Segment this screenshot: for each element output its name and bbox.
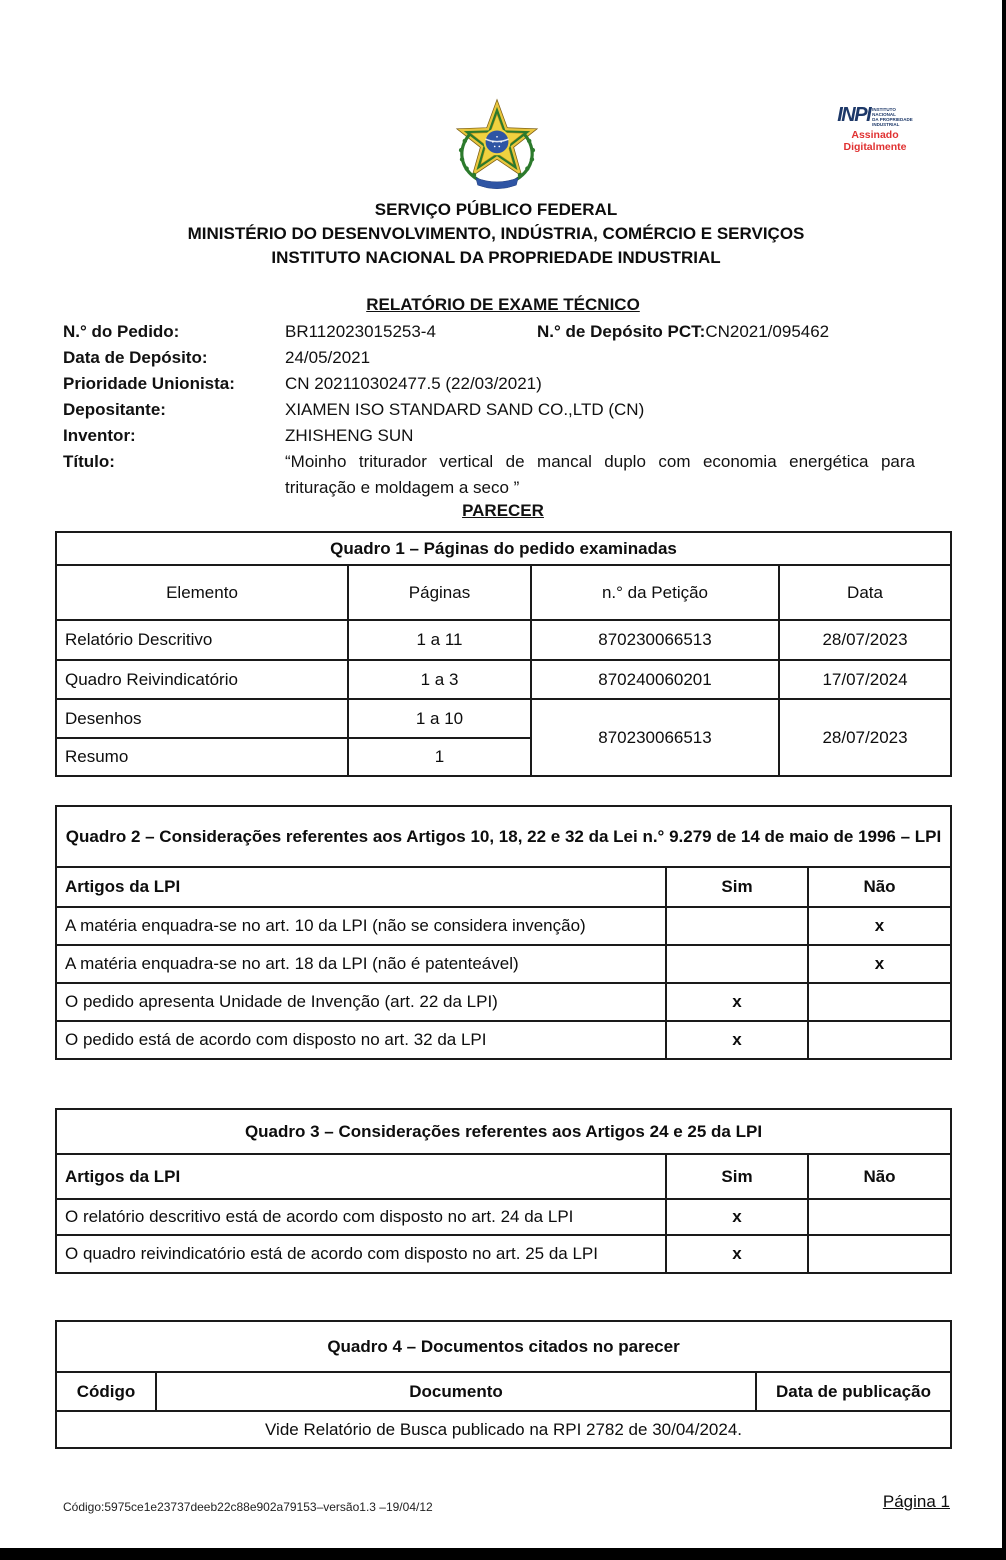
- inpi-name-line: NACIONAL: [872, 112, 896, 117]
- scan-edge-right: [1002, 0, 1006, 1560]
- table-cell: Desenhos: [56, 699, 348, 738]
- sim-mark: [666, 907, 808, 945]
- table-cell: A matéria enquadra-se no art. 10 da LPI (não se considera invenção): [56, 907, 666, 945]
- table-cell: Relatório Descritivo: [56, 620, 348, 660]
- table-row: [56, 1199, 951, 1235]
- inpi-name-line: INSTITUTO: [872, 107, 896, 112]
- org-line-instituto: INSTITUTO NACIONAL DA PROPRIEDADE INDUSTRIAL: [271, 248, 721, 267]
- quadro4-table: [55, 1320, 952, 1449]
- org-header: [0, 198, 992, 270]
- table-cell: O pedido está de acordo com disposto no art. 32 da LPI: [56, 1021, 666, 1059]
- inpi-name-line: INDUSTRIAL: [872, 122, 900, 127]
- table-cell: 28/07/2023: [779, 620, 951, 660]
- nao-mark: [808, 1021, 951, 1059]
- table-row: [56, 1411, 951, 1448]
- table-cell: A matéria enquadra-se no art. 18 da LPI (não é patenteável): [56, 945, 666, 983]
- inpi-logo-icon: INPI: [837, 104, 871, 126]
- footer-document-code: Código:5975ce1e23737deeb22c88e902a79153–versão1.3 –19/04/12: [63, 1500, 433, 1514]
- field-row-depositante: [63, 397, 943, 423]
- field-row-inventor: [63, 423, 943, 449]
- table-title: Quadro 2 – Considerações referentes aos Artigos 10, 18, 22 e 32 da Lei n.° 9.279 de 14 de maio de 1996 – LPI: [56, 806, 951, 867]
- column-header: Data de publicação: [756, 1372, 951, 1411]
- column-header: Não: [808, 1154, 951, 1199]
- table-cell: O pedido apresenta Unidade de Invenção (art. 22 da LPI): [56, 983, 666, 1021]
- sim-mark: x: [666, 1235, 808, 1273]
- field-pct: [537, 319, 829, 345]
- org-line-ministerio: MINISTÉRIO DO DESENVOLVIMENTO, INDÚSTRIA, COMÉRCIO E SERVIÇOS: [187, 224, 805, 243]
- column-header: Páginas: [348, 565, 531, 620]
- column-header: Artigos da LPI: [56, 867, 666, 907]
- column-header: Sim: [666, 867, 808, 907]
- table-cell: 1 a 10: [348, 699, 531, 738]
- table-row: [56, 1021, 951, 1059]
- table-cell: Resumo: [56, 738, 348, 776]
- field-value: 24/05/2021: [285, 348, 371, 367]
- quadro2-table: [55, 805, 952, 1060]
- signed-digitally-label: Assinado Digitalmente: [843, 129, 907, 153]
- table-cell: 870230066513: [531, 699, 779, 776]
- field-label: Data de Depósito:: [63, 348, 208, 367]
- scan-edge-bottom: [0, 1548, 1006, 1560]
- table-title: Quadro 1 – Páginas do pedido examinadas: [56, 532, 951, 565]
- brazil-coat-of-arms-icon: [451, 96, 543, 196]
- report-title: RELATÓRIO DE EXAME TÉCNICO: [366, 295, 640, 314]
- table-row: [56, 1235, 951, 1273]
- sim-mark: x: [666, 1021, 808, 1059]
- field-label: N.° de Depósito PCT:: [537, 322, 706, 341]
- nao-mark: x: [808, 907, 951, 945]
- field-row-prioridade: [63, 371, 943, 397]
- column-header: Elemento: [56, 565, 348, 620]
- field-row-titulo: [63, 449, 943, 501]
- field-label: Depositante:: [63, 400, 166, 419]
- column-header: Sim: [666, 1154, 808, 1199]
- field-value: CN2021/095462: [705, 322, 830, 341]
- field-row-data-deposito: [63, 345, 943, 371]
- field-row-pedido: [63, 319, 943, 345]
- column-header: Código: [56, 1372, 156, 1411]
- table-row: [56, 620, 951, 660]
- table-row: [56, 983, 951, 1021]
- field-value: XIAMEN ISO STANDARD SAND CO.,LTD (CN): [285, 400, 645, 419]
- field-label: Inventor:: [63, 426, 136, 445]
- column-header: Artigos da LPI: [56, 1154, 666, 1199]
- column-header: n.° da Petição: [531, 565, 779, 620]
- table-cell: 870230066513: [531, 620, 779, 660]
- table-row: [56, 699, 951, 738]
- field-value: BR112023015253-4: [285, 322, 436, 341]
- inpi-logo-name: [872, 106, 913, 127]
- quadro3-table: [55, 1108, 952, 1274]
- column-header: Documento: [156, 1372, 756, 1411]
- field-label: Prioridade Unionista:: [63, 374, 235, 393]
- bibliographic-fields: [63, 319, 943, 501]
- sim-mark: x: [666, 1199, 808, 1235]
- table-row: [56, 945, 951, 983]
- nao-mark: [808, 983, 951, 1021]
- sim-mark: x: [666, 983, 808, 1021]
- sim-mark: [666, 945, 808, 983]
- table-row: [56, 907, 951, 945]
- table-cell: 870240060201: [531, 660, 779, 699]
- table-title: Quadro 4 – Documentos citados no parecer: [56, 1321, 951, 1372]
- nao-mark: [808, 1199, 951, 1235]
- nao-mark: x: [808, 945, 951, 983]
- table-cell: 1 a 3: [348, 660, 531, 699]
- quadro1-table: [55, 531, 952, 777]
- field-value: CN 202110302477.5 (22/03/2021): [285, 374, 542, 393]
- field-value: ZHISHENG SUN: [285, 426, 414, 445]
- nao-mark: [808, 1235, 951, 1273]
- org-line-servico-publico: SERVIÇO PÚBLICO FEDERAL: [374, 200, 618, 219]
- table-cell: O quadro reivindicatório está de acordo com disposto no art. 25 da LPI: [56, 1235, 666, 1273]
- table-cell: Quadro Reivindicatório: [56, 660, 348, 699]
- table-cell: 28/07/2023: [779, 699, 951, 776]
- parecer-heading: PARECER: [462, 501, 544, 520]
- table-cell: O relatório descritivo está de acordo com disposto no art. 24 da LPI: [56, 1199, 666, 1235]
- table-row: [56, 660, 951, 699]
- field-value: “Moinho triturador vertical de mancal duplo com economia energética para trituração e moldagem a seco ”: [285, 452, 915, 497]
- inpi-name-line: DA PROPRIEDADE: [872, 117, 913, 122]
- field-label: N.° do Pedido:: [63, 322, 180, 341]
- table-cell: 1: [348, 738, 531, 776]
- table-cell: 17/07/2024: [779, 660, 951, 699]
- table-cell: 1 a 11: [348, 620, 531, 660]
- table-title: Quadro 3 – Considerações referentes aos Artigos 24 e 25 da LPI: [56, 1109, 951, 1154]
- field-label: Título:: [63, 452, 115, 471]
- column-header: Data: [779, 565, 951, 620]
- inpi-digital-signature-stamp: [829, 106, 921, 153]
- page-number: Página 1: [882, 1492, 950, 1511]
- column-header: Não: [808, 867, 951, 907]
- table-cell: Vide Relatório de Busca publicado na RPI 2782 de 30/04/2024.: [56, 1411, 951, 1448]
